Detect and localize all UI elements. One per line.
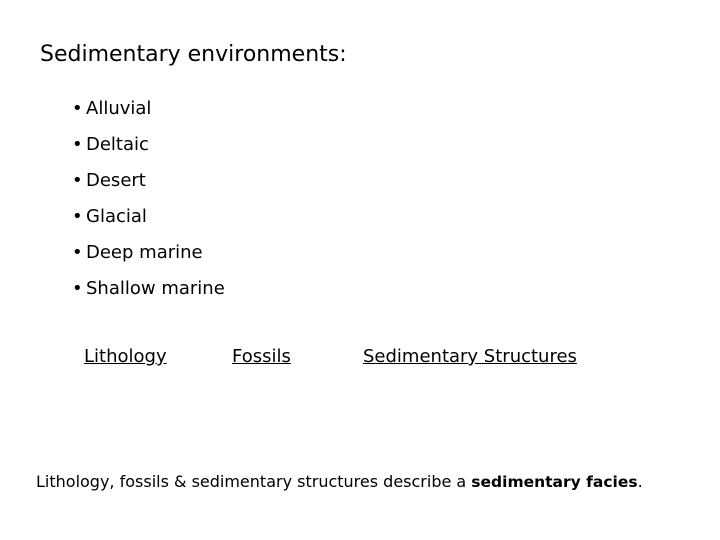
list-item xyxy=(72,132,225,168)
environment-label: Desert xyxy=(86,170,146,191)
environment-list xyxy=(72,96,225,312)
conclusion-prefix: Lithology, fossils & sedimentary structures describe a xyxy=(36,472,472,491)
environment-label: Glacial xyxy=(86,206,147,227)
environment-label: Alluvial xyxy=(86,98,152,119)
bullet-icon: • xyxy=(72,134,83,155)
bullet-icon: • xyxy=(72,98,83,119)
bullet-icon: • xyxy=(72,170,83,191)
list-item xyxy=(72,204,225,240)
term-lithology: Lithology xyxy=(84,346,167,367)
conclusion-sentence xyxy=(36,472,643,491)
list-item xyxy=(72,96,225,132)
conclusion-suffix: . xyxy=(637,472,643,491)
term-sedimentary-structures: Sedimentary Structures xyxy=(363,346,577,367)
slide-title: Sedimentary environments: xyxy=(40,42,347,67)
environment-label: Shallow marine xyxy=(86,278,225,299)
environment-label: Deep marine xyxy=(86,242,203,263)
list-item xyxy=(72,276,225,312)
list-item xyxy=(72,168,225,204)
bullet-icon: • xyxy=(72,278,83,299)
bullet-icon: • xyxy=(72,242,83,263)
term-fossils: Fossils xyxy=(232,346,291,367)
list-item xyxy=(72,240,225,276)
conclusion-emphasis: sedimentary facies xyxy=(471,473,638,491)
environment-label: Deltaic xyxy=(86,134,149,155)
bullet-icon: • xyxy=(72,206,83,227)
